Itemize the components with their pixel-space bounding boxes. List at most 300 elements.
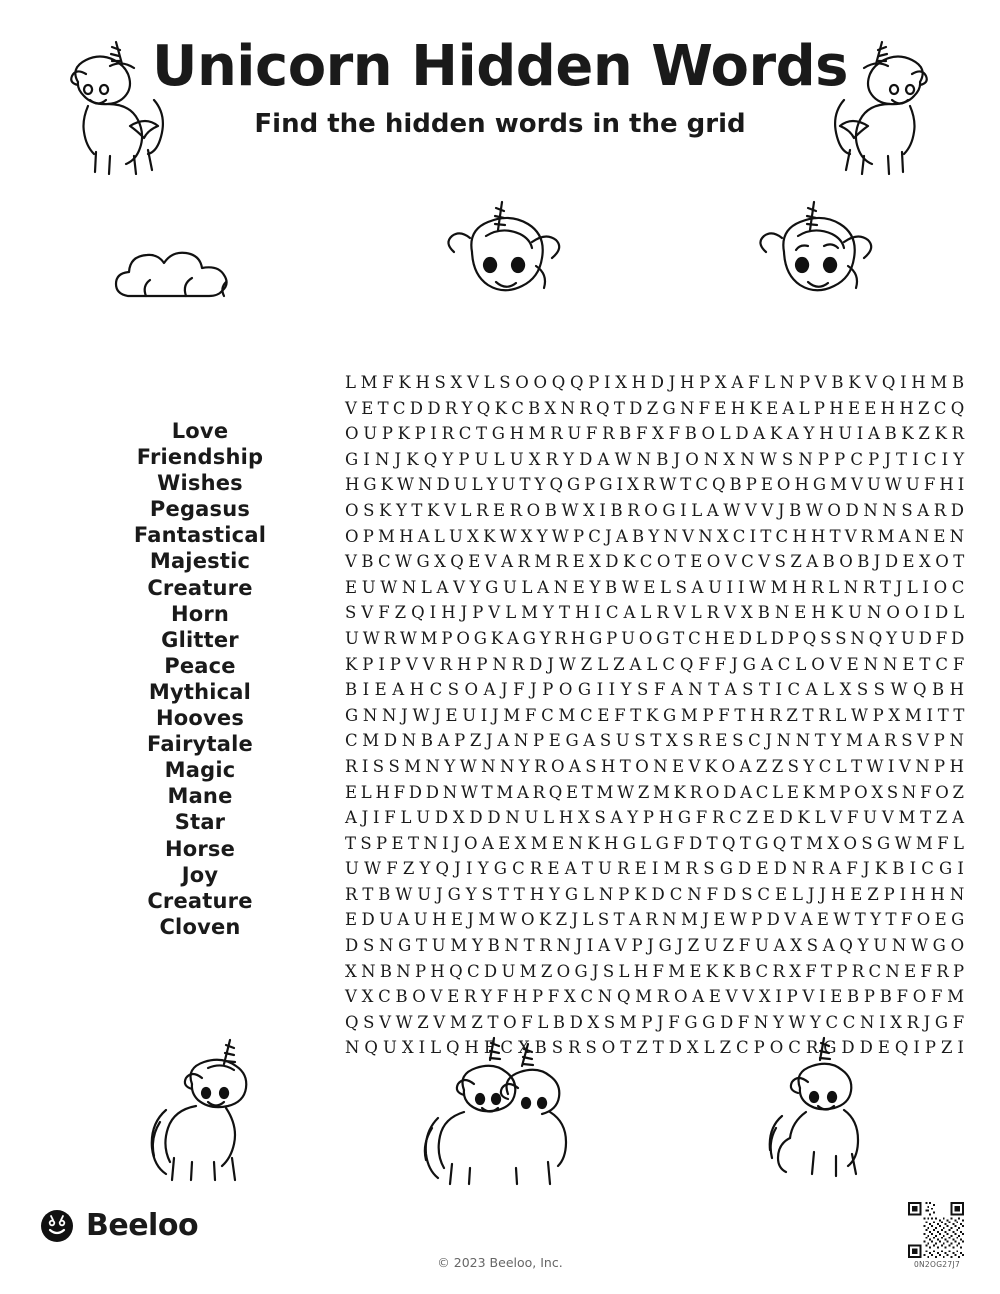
letter-cell: A (724, 680, 738, 700)
letter-cell: N (568, 833, 584, 853)
letter-cell: X (919, 552, 932, 572)
letter-cell: E (760, 475, 774, 495)
letter-cell: G (589, 628, 603, 648)
letter-cell: P (362, 654, 374, 674)
letter-cell: A (917, 500, 930, 520)
letter-cell: Y (886, 628, 898, 648)
letter-cell: T (558, 603, 571, 623)
letter-cell: J (530, 680, 538, 700)
letter-cell: F (547, 987, 560, 1007)
letter-cell: Y (953, 449, 965, 469)
letter-cell: S (806, 936, 819, 956)
letter-cell: J (862, 859, 871, 879)
letter-cell: R (345, 756, 359, 776)
letter-cell: D (427, 398, 442, 418)
letter-cell: F (952, 1012, 965, 1032)
letter-cell: O (839, 552, 854, 572)
letter-cell: M (528, 424, 547, 444)
letter-cell: F (496, 987, 509, 1007)
letter-cell: X (615, 373, 628, 392)
letter-cell: E (708, 987, 722, 1007)
letter-cell: N (396, 961, 412, 981)
letter-cell: L (906, 577, 919, 597)
letter-cell: D (934, 603, 949, 623)
letter-cell: T (953, 705, 965, 725)
letter-cell: Q (551, 373, 566, 392)
letter-cell: G (812, 475, 827, 495)
letter-cell: D (841, 1038, 856, 1058)
letter-cell: R (509, 500, 523, 520)
letter-cell: P (787, 628, 800, 648)
letter-cell: F (668, 424, 681, 444)
letter-cell: V (422, 654, 436, 674)
letter-cell: X (450, 373, 463, 392)
letter-cell: S (703, 859, 716, 879)
letter-cell: C (818, 756, 832, 776)
letter-cell: L (618, 961, 631, 981)
letter-cell: I (361, 756, 369, 776)
letter-cell: O (556, 961, 571, 981)
letter-cell: T (896, 449, 908, 469)
letter-cell: E (345, 910, 358, 930)
letter-cell: I (775, 680, 783, 700)
letter-cell: T (673, 628, 685, 648)
letter-cell: L (505, 603, 517, 623)
letter-grid-row (345, 984, 965, 1010)
letter-cell: P (441, 628, 454, 648)
letter-cell: L (764, 373, 776, 392)
letter-cell: X (452, 808, 466, 828)
letter-cell: F (695, 808, 708, 828)
letter-cell: Y (536, 526, 549, 546)
letter-cell: U (621, 628, 636, 648)
letter-cell: R (476, 500, 490, 520)
letter-cell: N (949, 884, 965, 904)
letter-cell: W (884, 475, 903, 495)
letter-cell: A (615, 526, 629, 546)
letter-cell: N (882, 500, 898, 520)
letter-cell: G (491, 424, 506, 444)
letter-cell: H (529, 884, 545, 904)
letter-cell: F (378, 603, 391, 623)
letter-cell: H (633, 961, 649, 981)
letter-cell: A (629, 654, 643, 674)
letter-cell: A (506, 628, 520, 648)
letter-cell: S (637, 680, 649, 700)
letter-cell: F (635, 424, 649, 444)
letter-cell: E (902, 654, 916, 674)
letter-cell: I (363, 449, 371, 469)
letter-cell: G (345, 705, 359, 725)
letter-cell: A (760, 654, 774, 674)
letter-cell: G (565, 731, 580, 751)
letter-cell: U (567, 424, 582, 444)
letter-cell: E (816, 910, 830, 930)
letter-cell: G (473, 628, 488, 648)
letter-cell: E (361, 398, 374, 418)
letter-cell: C (669, 884, 683, 904)
letter-cell: N (382, 705, 398, 725)
letter-cell: X (361, 987, 374, 1007)
letter-cell: B (487, 936, 501, 956)
letter-cell: F (521, 1012, 534, 1032)
letter-cell: U (474, 449, 490, 469)
letter-cell: S (675, 577, 688, 597)
letter-cell: H (810, 526, 826, 546)
letter-cell: V (898, 756, 912, 776)
letter-cell: S (360, 833, 373, 853)
letter-cell: P (836, 961, 849, 981)
brand-name: Beeloo (86, 1208, 199, 1243)
letter-cell: B (757, 603, 771, 623)
letter-cell: H (512, 987, 528, 1007)
letter-cell: C (688, 628, 702, 648)
letter-cell: G (934, 1012, 949, 1032)
letter-cell: L (823, 680, 835, 700)
letter-cell: N (914, 526, 930, 546)
letter-cell: P (572, 526, 585, 546)
letter-cell: Q (894, 1038, 910, 1058)
letter-cell: V (673, 603, 687, 623)
letter-cell: L (798, 398, 811, 418)
letter-cell: V (744, 500, 758, 520)
letter-cell: S (447, 680, 460, 700)
letter-cell: K (427, 500, 440, 520)
letter-cell: L (791, 884, 804, 904)
letter-cell: C (732, 526, 747, 546)
letter-cell: R (441, 424, 455, 444)
letter-cell: N (885, 961, 901, 981)
letter-cell: P (883, 884, 896, 904)
letter-cell: R (906, 1012, 920, 1032)
letter-cell: F (920, 782, 933, 802)
letter-cell: J (647, 936, 655, 956)
letter-cell: T (613, 910, 626, 930)
letter-cell: X (517, 1038, 531, 1058)
letter-cell: H (509, 424, 525, 444)
letter-cell: M (496, 782, 514, 802)
letter-cell: Q (548, 782, 563, 802)
letter-cell: X (589, 552, 602, 572)
letter-cell: D (723, 884, 737, 904)
letter-cell: T (758, 680, 771, 700)
letter-cell: F (846, 808, 860, 828)
letter-cell: A (610, 808, 624, 828)
letter-cell: E (643, 577, 656, 597)
letter-cell: L (691, 500, 703, 520)
letter-cell: G (522, 628, 537, 648)
letter-cell: L (772, 782, 784, 802)
letter-cell: I (599, 500, 607, 520)
letter-cell: J (676, 936, 684, 956)
letter-cell: P (376, 833, 388, 853)
letter-cell: A (805, 680, 819, 700)
letter-cell: D (770, 628, 785, 648)
letter-cell: F (846, 859, 859, 879)
letter-cell: D (345, 936, 359, 956)
letter-cell: F (386, 859, 399, 879)
letter-cell: K (704, 756, 718, 776)
letter-cell: S (886, 782, 899, 802)
letter-cell: O (935, 552, 950, 572)
letter-cell: X (890, 1012, 903, 1032)
letter-cell: C (755, 782, 770, 802)
letter-cell: D (605, 552, 620, 572)
letter-cell: U (597, 859, 613, 879)
letter-cell: W (396, 475, 415, 495)
letter-cell: B (739, 961, 752, 981)
letter-cell: I (651, 859, 659, 879)
letter-cell: O (558, 680, 573, 700)
letter-cell: C (736, 1038, 750, 1058)
letter-cell: J (501, 680, 509, 700)
letter-cell: Q (345, 1012, 360, 1032)
letter-cell: R (862, 577, 876, 597)
letter-cell: W (362, 628, 381, 648)
letter-cell: B (879, 987, 893, 1007)
letter-cell: K (379, 500, 392, 520)
letter-cell: A (483, 680, 497, 700)
letter-cell: V (851, 475, 864, 495)
letter-cell: E (634, 859, 648, 879)
letter-cell: M (904, 705, 923, 725)
letter-cell: D (650, 373, 665, 392)
letter-cell: E (902, 552, 916, 572)
letter-cell: C (588, 526, 602, 546)
letter-cell: D (688, 833, 703, 853)
letter-cell: J (765, 731, 773, 751)
letter-cell: L (582, 884, 595, 904)
letter-cell: S (856, 680, 869, 700)
letter-cell: X (652, 424, 665, 444)
letter-cell: M (663, 859, 682, 879)
letter-cell: G (345, 449, 359, 469)
letter-cell: C (933, 398, 948, 418)
letter-cell: H (911, 373, 927, 392)
letter-cell: A (598, 936, 611, 956)
letter-cell: M (770, 577, 789, 597)
letter-cell: V (881, 808, 895, 828)
letter-cell: S (820, 628, 832, 648)
letter-cell: X (544, 398, 557, 418)
letter-cell: H (792, 577, 808, 597)
letter-cell: Y (419, 859, 431, 879)
letter-cell: K (874, 859, 888, 879)
letter-cell: R (698, 731, 712, 751)
letter-cell: V (614, 936, 628, 956)
letter-cell: B (822, 552, 836, 572)
letter-cell: F (483, 1038, 496, 1058)
letter-cell: E (715, 731, 729, 751)
letter-cell: T (519, 475, 532, 495)
letter-cell: N (597, 987, 613, 1007)
letter-cell: N (374, 449, 390, 469)
letter-cell: L (719, 424, 732, 444)
letter-cell: C (429, 680, 443, 700)
letter-cell: E (345, 782, 358, 802)
letter-cell: C (512, 859, 526, 879)
letter-cell: J (436, 884, 444, 904)
letter-cell: H (930, 884, 946, 904)
letter-cell: I (923, 603, 931, 623)
word-list-item: Horse (164, 836, 236, 861)
letter-cell: F (393, 782, 406, 802)
letter-cell: L (582, 910, 595, 930)
letter-cell: Q (950, 398, 965, 418)
letter-cell: G (677, 808, 692, 828)
letter-cell: O (464, 833, 479, 853)
letter-grid-row (345, 933, 965, 959)
letter-cell: M (596, 782, 615, 802)
letter-cell: N (492, 654, 508, 674)
letter-cell: O (705, 782, 721, 802)
letter-cell: I (909, 859, 917, 879)
letter-cell: P (415, 961, 427, 981)
letter-cell: A (822, 936, 836, 956)
letter-cell: Q (839, 936, 854, 956)
letter-cell: I (887, 756, 896, 776)
letter-cell: U (703, 936, 719, 956)
letter-cell: F (706, 884, 719, 904)
letter-cell: F (923, 475, 936, 495)
letter-cell: C (605, 603, 620, 623)
letter-cell: O (550, 756, 566, 776)
letter-cell: T (345, 833, 357, 853)
letter-cell: A (898, 526, 912, 546)
letter-cell: W (788, 1012, 807, 1032)
letter-cell: V (379, 1012, 392, 1032)
letter-cell: Q (423, 449, 438, 469)
letter-cell: Q (449, 961, 464, 981)
letter-cell: N (345, 1038, 361, 1058)
letter-cell: T (814, 731, 827, 751)
letter-cell: O (673, 987, 689, 1007)
letter-cell: Z (646, 398, 659, 418)
letter-cell: A (537, 577, 550, 597)
letter-cell: I (749, 526, 757, 546)
letter-cell: N (866, 603, 883, 623)
letter-cell: L (690, 603, 703, 623)
letter-cell: J (547, 654, 555, 674)
letter-cell: K (722, 961, 736, 981)
letter-cell: X (723, 449, 736, 469)
letter-cell: J (453, 833, 461, 853)
letter-cell: U (345, 628, 360, 648)
letter-cell: E (830, 987, 843, 1007)
brand-logo[interactable] (40, 1208, 198, 1243)
letter-cell: L (795, 654, 807, 674)
letter-cell: H (430, 961, 446, 981)
letter-cell: C (825, 1012, 839, 1032)
letter-cell: D (651, 884, 666, 904)
letter-cell: A (501, 552, 514, 572)
letter-cell: A (629, 910, 642, 930)
letter-cell: W (395, 1012, 414, 1032)
letter-cell: N (556, 936, 572, 956)
letter-cell: T (497, 884, 510, 904)
letter-cell: I (604, 373, 612, 392)
letter-cell: L (360, 782, 373, 802)
word-list-item: Horn (170, 601, 230, 626)
word-list-item: Mythical (148, 679, 252, 704)
letter-cell: W (460, 782, 479, 802)
letter-cell: K (587, 833, 601, 853)
letter-cell: K (397, 424, 411, 444)
letter-cell: Z (746, 808, 759, 828)
letter-cell: O (503, 1012, 518, 1032)
letter-cell: C (757, 884, 771, 904)
letter-cell: M (898, 808, 916, 828)
letter-cell: L (953, 603, 965, 623)
letter-cell: W (833, 910, 851, 930)
letter-grid-row (345, 907, 965, 933)
letter-cell: A (753, 424, 766, 444)
letter-cell: E (722, 628, 736, 648)
letter-cell: G (574, 961, 589, 981)
letter-cell: A (568, 756, 582, 776)
letter-cell: V (829, 654, 843, 674)
letter-cell: G (577, 680, 592, 700)
word-list (110, 418, 290, 940)
letter-cell: N (901, 782, 917, 802)
letter-cell: D (409, 398, 424, 418)
letter-cell: L (400, 808, 413, 828)
letter-cell: Z (394, 603, 407, 623)
letter-cell: Q (476, 398, 491, 418)
letter-cell: E (794, 603, 807, 623)
letter-cell: R (818, 705, 832, 725)
letter-cell: N (850, 628, 866, 648)
letter-cell: C (777, 654, 791, 674)
letter-cell: J (460, 603, 468, 623)
letter-cell: S (585, 756, 598, 776)
word-list-item: Friendship (136, 445, 264, 470)
letter-cell: P (813, 398, 826, 418)
letter-cell: F (382, 373, 395, 392)
letter-cell: H (375, 782, 391, 802)
page-title: Unicorn Hidden Words (151, 34, 849, 99)
letter-cell: Q (450, 552, 465, 572)
letter-cell: Y (395, 500, 408, 520)
letter-cell: Z (613, 654, 626, 674)
letter-cell: Y (563, 449, 575, 469)
letter-grid-row (345, 472, 965, 498)
letter-grid-row (345, 677, 965, 703)
letter-cell: R (706, 603, 720, 623)
letter-cell: D (408, 782, 423, 802)
letter-cell: U (431, 936, 447, 956)
letter-cell: T (953, 552, 965, 572)
letter-cell: R (772, 961, 786, 981)
letter-cell: E (572, 552, 586, 572)
letter-cell: S (781, 449, 794, 469)
letter-cell: Z (935, 808, 948, 828)
letter-cell: B (632, 526, 645, 546)
letter-cell: O (916, 910, 931, 930)
letter-cell: E (547, 859, 561, 879)
letter-cell: O (456, 628, 471, 648)
letter-cell: M (681, 910, 699, 930)
letter-cell: P (588, 373, 600, 392)
letter-cell: L (660, 577, 672, 597)
letter-cell: U (838, 424, 853, 444)
letter-cell: U (905, 475, 921, 495)
letter-cell: A (829, 859, 842, 879)
letter-cell: H (911, 884, 927, 904)
letter-cell: M (503, 705, 521, 725)
letter-cell: J (394, 449, 402, 469)
letter-cell: R (545, 449, 559, 469)
